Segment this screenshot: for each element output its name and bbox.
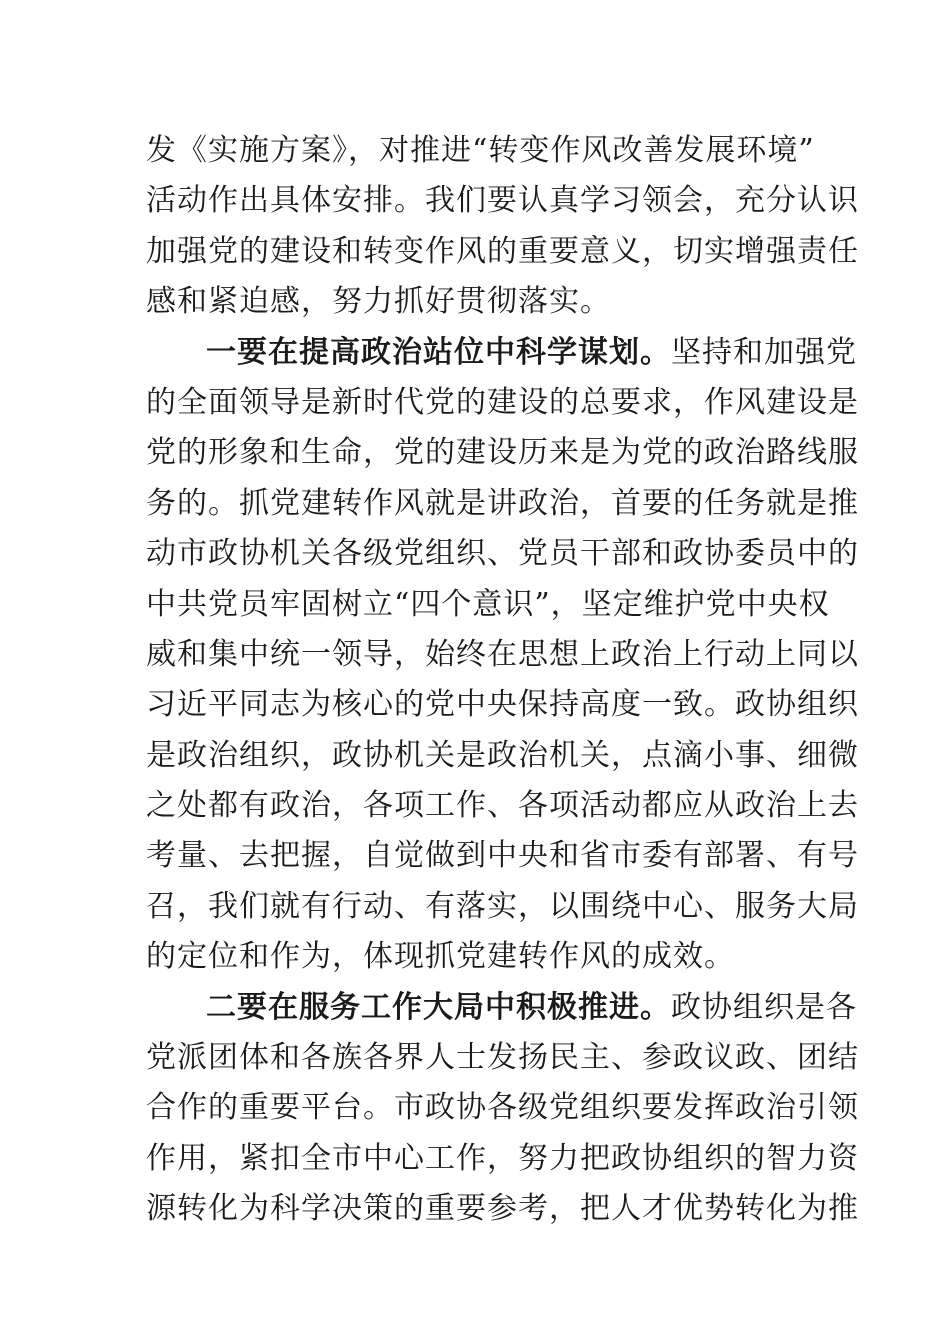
paragraph-intro: [146, 126, 859, 328]
paragraph-lead-rest: 政协组织是各: [671, 989, 857, 1025]
text-line: 是政治组织，政协机关是政治机关，点滴小事、细微: [146, 737, 859, 773]
paragraph-lead-rest: 坚持和加强党: [671, 334, 857, 370]
text-line: 习近平同志为核心的党中央保持高度一致。政协组织: [146, 687, 859, 723]
text-line: 源转化为科学决策的重要参考，把人才优势转化为推: [146, 1191, 859, 1227]
text-line: 召，我们就有行动、有落实，以围绕中心、服务大局: [146, 888, 859, 924]
paragraph-point-one: [146, 328, 859, 983]
text-line: 之处都有政治，各项工作、各项活动都应从政治上去: [146, 788, 859, 824]
paragraph-lead-heading: 一要在提高政治站位中科学谋划。: [206, 334, 671, 370]
paragraph-lead-heading: 二要在服务工作大局中积极推进。: [206, 989, 671, 1025]
text-line: [146, 983, 857, 1033]
text-line: 合作的重要平台。市政协各级党组织要发挥政治引领: [146, 1090, 859, 1126]
text-line: 感和紧迫感，努力抓好贯彻落实。: [146, 284, 611, 320]
text-line: 的全面领导是新时代党的建设的总要求，作风建设是: [146, 384, 859, 420]
text-line: 中共党员牢固树立“四个意识”，坚定维护党中央权: [146, 586, 830, 622]
text-line: 党派团体和各族各界人士发扬民主、参政议政、团结: [146, 1040, 859, 1076]
text-line: 党的形象和生命，党的建设历来是为党的政治路线服: [146, 435, 859, 471]
text-line: 发《实施方案》，对推进“转变作风改善发展环境”: [146, 133, 815, 168]
text-line: 活动作出具体安排。我们要认真学习领会，充分认识: [146, 183, 859, 219]
document-body: [146, 126, 859, 1235]
text-line: 考量、去把握，自觉做到中央和省市委有部署、有号: [146, 838, 859, 874]
text-line: [146, 328, 857, 378]
paragraph-point-two: [146, 983, 859, 1235]
text-line: 作用，紧扣全市中心工作，努力把政协组织的智力资: [146, 1140, 859, 1176]
text-line: 加强党的建设和转变作风的重要意义，切实增强责任: [146, 233, 859, 269]
text-line: 威和集中统一领导，始终在思想上政治上行动上同以: [146, 636, 859, 672]
text-line: 动市政协机关各级党组织、党员干部和政协委员中的: [146, 536, 859, 572]
text-line: 的定位和作为，体现抓党建转作风的成效。: [146, 939, 735, 975]
text-line: 务的。抓党建转作风就是讲政治，首要的任务就是推: [146, 485, 859, 521]
